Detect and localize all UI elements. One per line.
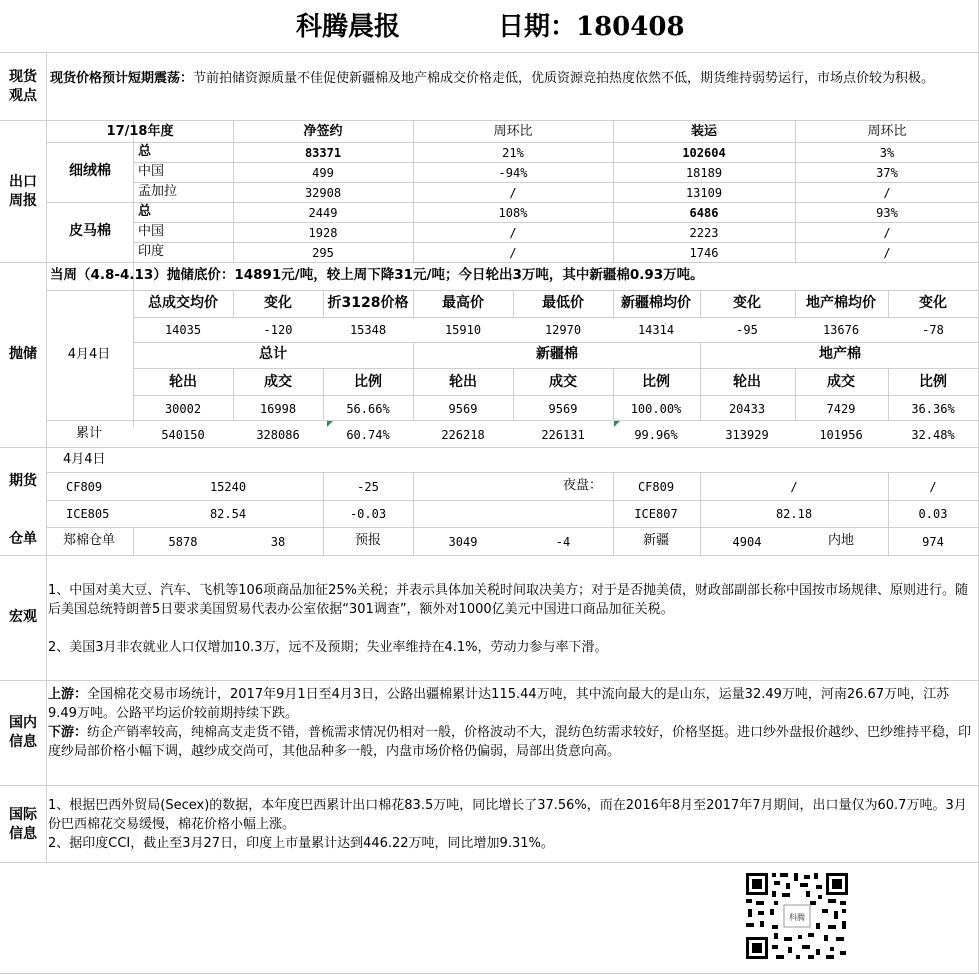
reserve-sub-header: 成交 [264,374,292,390]
futures-night-name: CF809 [637,480,675,494]
reserve-today-value: 7429 [826,402,856,416]
reserve-sub-header: 比例 [354,374,382,390]
reserve-sub-header: 轮出 [169,374,197,390]
reserve-sub-header: 成交 [827,374,855,390]
reserve-today-value: 100.00% [630,402,682,416]
reserve-price-value: 12970 [544,323,582,337]
export-header-ship: 装运 [690,124,718,139]
reserve-date: 4月4日 [67,347,111,362]
futures-night-label: 夜盘： [563,478,603,493]
export-ship-wow-value: / [883,186,891,200]
reserve-price-header: 变化 [264,295,292,311]
reserve-today-value: 9569 [548,402,578,416]
domestic-downstream-label: 下游： [48,725,88,740]
warehouse-change: 38 [270,535,286,549]
intl-category: 国际 信息 [9,807,37,842]
export-ship-value: 1746 [689,246,719,260]
export-net-wow-value: / [509,226,517,240]
macro-item-2: 2、美国3月非农就业人口仅增加10.3万，远不及预期；失业率维持在4.1%，劳动力参与率下滑。 [48,640,608,655]
reserve-cumulative-label: 累计 [75,426,103,441]
warehouse-xinjiang-value: 4904 [732,535,762,549]
futures-night-price: / [790,480,798,494]
export-ship-wow-value: 3% [879,146,895,160]
export-net-wow-value: / [509,186,517,200]
futures-ice1-name: ICE805 [66,507,110,521]
export-net-wow-value: / [509,246,517,260]
futures-ice1-change: -0.03 [349,507,387,521]
reserve-price-value: -120 [263,323,293,337]
futures-cf-name: CF809 [66,480,103,494]
reserve-price-header: 变化 [733,295,761,311]
reserve-sub-header: 比例 [642,374,670,390]
cell-comment-marker-icon [327,421,333,427]
reserve-price-header: 地产棉均价 [806,295,876,311]
export-ship-wow-value: 37% [876,166,898,180]
export-net-value: 1928 [308,226,338,240]
reserve-cumulative-value: 328086 [256,428,300,442]
futures-date: 4月4日 [63,452,106,467]
reserve-sub-header: 成交 [549,374,577,390]
qr-code-icon [744,871,850,961]
reserve-price-value: 15348 [349,323,387,337]
reserve-price-value: -95 [736,323,758,337]
futures-ice2-name: ICE807 [634,507,678,521]
reserve-cumulative-value: 60.74% [346,428,390,442]
reserve-today-value: 36.36% [911,402,955,416]
export-category: 出口 周报 [9,174,37,209]
export-net-value: 83371 [304,146,342,160]
export-net-value: 2449 [308,206,338,220]
intl-item-2: 2、据印度CCI，截止至3月27日，印度上市量累计达到446.22万吨，同比增加9.31%。 [48,836,554,851]
futures-ice1-price: 82.54 [209,507,247,521]
reserve-today-value: 9569 [448,402,478,416]
export-net-wow-value: -94% [498,166,528,180]
export-ship-value: 18189 [685,166,723,180]
reserve-group-local: 地产棉 [819,346,861,362]
domestic-category: 国内 信息 [9,715,37,750]
reserve-today-value: 16998 [259,402,297,416]
export-header-net-wow: 周环比 [493,124,533,139]
spot-headline: 现货价格预计短期震荡： [50,71,194,86]
futures-ice2-change: 0.03 [918,507,948,521]
export-group-upland: 细绒棉 [69,163,111,179]
warehouse-forecast-value: 3049 [448,535,478,549]
macro-item-1: 1、中国对美大豆、汽车、飞机等106项商品加征25%关税；并表示具体加关税时间取决美方；对于是否抛美债，财政部副部长称中国按市场规律、原则进行。随后美国总统特朗普5日要求美国贸易代表办公室依据“301调查”，额外对1000亿美元中国进口商品加征关税。 [48,583,968,617]
reserve-cumulative-value: 313929 [725,428,769,442]
export-net-value: 499 [312,166,334,180]
reserve-price-value: 14035 [164,323,202,337]
reserve-price-header: 最高价 [442,295,484,311]
export-header-season: 17/18年度 [106,124,174,139]
reserve-today-value: 30002 [164,402,202,416]
futures-category: 期货 [9,473,37,489]
spot-text: 现货价格预计短期震荡：节前拍储资源质量不佳促使新疆棉及地产棉成交价格走低，优质资源竞拍热度依然不低，期货维持弱势运行，市场点价较为积极。 [50,71,935,86]
warehouse-forecast-change: -4 [555,535,571,549]
warehouse-forecast-label: 预报 [354,533,382,548]
reserve-sub-header: 轮出 [733,374,761,390]
reserve-sub-header: 比例 [919,374,947,390]
intl-item-1: 1、根据巴西外贸局(Secex)的数据，本年度巴西累计出口棉花83.5万吨，同比增长了37.56%，而在2016年8月至2017年7月期间，出口量仅为60.7万吨。3月份巴西棉花交易缓慢，棉花价格小幅上涨。 [48,798,967,832]
reserve-cumulative-value: 101956 [819,428,863,442]
reserve-price-value: 14314 [637,323,675,337]
export-row-label: 孟加拉 [138,184,178,199]
reserve-cumulative-value: 99.96% [634,428,678,442]
export-ship-value: 2223 [689,226,719,240]
spot-category: 现货 观点 [9,69,37,104]
domestic-upstream: 上游：全国棉花交易市场统计，2017年9月1日至4月3日，公路出疆棉累计达115.44万吨，其中流向最大的是山东，运量32.49万吨，河南26.67万吨，江苏9.49万吨。公路平均运价较前期持续下跌。 [48,687,950,721]
export-row-label: 中国 [138,224,165,239]
reserve-cumulative-value: 226131 [541,428,585,442]
futures-cf-price: 15240 [209,480,247,494]
export-header-net: 净签约 [303,124,343,139]
export-net-wow-value: 108% [498,206,528,220]
reserve-price-header: 最低价 [542,295,584,311]
export-ship-wow-value: 93% [876,206,898,220]
reserve-today-value: 20433 [728,402,766,416]
reserve-today-value: 56.66% [346,402,390,416]
export-net-wow-value: 21% [502,146,524,160]
export-ship-wow-value: / [883,246,891,260]
warehouse-label: 郑棉仓单 [62,533,116,548]
domestic-downstream: 下游：纺企产销率较高，纯棉高支走货不错，普梳需求情况仍相对一般，价格波动不大，混纺色纺需求较好，价格坚挺。进口纱外盘报价越纱、巴纱维持平稳，印度纱局部价格小幅下调，越纱成交尚可，其他品种多一般，内盘市场价格仍偏弱，局部出货意向高。 [48,725,972,759]
reserve-price-value: 15910 [444,323,482,337]
export-ship-value: 13109 [685,186,723,200]
reserve-price-value: 13676 [822,323,860,337]
cell-comment-marker-icon [614,421,620,427]
reserve-price-header: 新疆棉均价 [621,295,691,311]
domestic-upstream-label: 上游： [48,687,88,702]
export-row-label: 印度 [138,244,165,259]
macro-category: 宏观 [9,609,37,625]
reserve-group-total: 总计 [259,346,287,362]
export-row-label: 总 [138,144,152,159]
reserve-price-header: 总成交均价 [148,295,218,311]
futures-cf-change: -25 [357,480,379,494]
export-group-pima: 皮马棉 [69,223,111,239]
reserve-price-value: -78 [922,323,944,337]
reserve-cumulative-value: 226218 [441,428,485,442]
futures-night-change: / [929,480,937,494]
reserve-category: 抛储 [9,346,37,362]
reserve-cumulative-value: 540150 [161,428,205,442]
warehouse-value: 5878 [168,535,198,549]
export-ship-value: 6486 [689,206,719,220]
export-ship-value: 102604 [682,146,726,160]
reserve-sub-header: 轮出 [449,374,477,390]
report-title: 科腾晨报 [296,12,401,42]
export-net-value: 32908 [304,186,342,200]
export-header-ship-wow: 周环比 [867,124,907,139]
reserve-summary: 当周（4.8-4.13）抛储底价：14891元/吨，较上周下降31元/吨；今日轮出3万吨，其中新疆棉0.93万吨。 [50,267,704,283]
warehouse-inland-value: 974 [922,535,944,549]
warehouse-category: 仓单 [9,531,37,547]
export-net-value: 295 [312,246,334,260]
reserve-cumulative-value: 32.48% [911,428,955,442]
export-ship-wow-value: / [883,226,891,240]
export-row-label: 中国 [138,164,165,179]
export-row-label: 总 [138,204,152,219]
reserve-price-header: 折3128价格 [327,295,409,311]
futures-ice2-price: 82.18 [775,507,813,521]
report-date: 日期：180408 [498,12,685,42]
reserve-group-xinjiang: 新疆棉 [536,346,578,362]
warehouse-inland-label: 内地 [827,533,855,548]
reserve-price-header: 变化 [919,295,947,311]
qr-logo-caption: 科腾 [789,913,805,922]
warehouse-xinjiang-label: 新疆 [642,533,670,548]
